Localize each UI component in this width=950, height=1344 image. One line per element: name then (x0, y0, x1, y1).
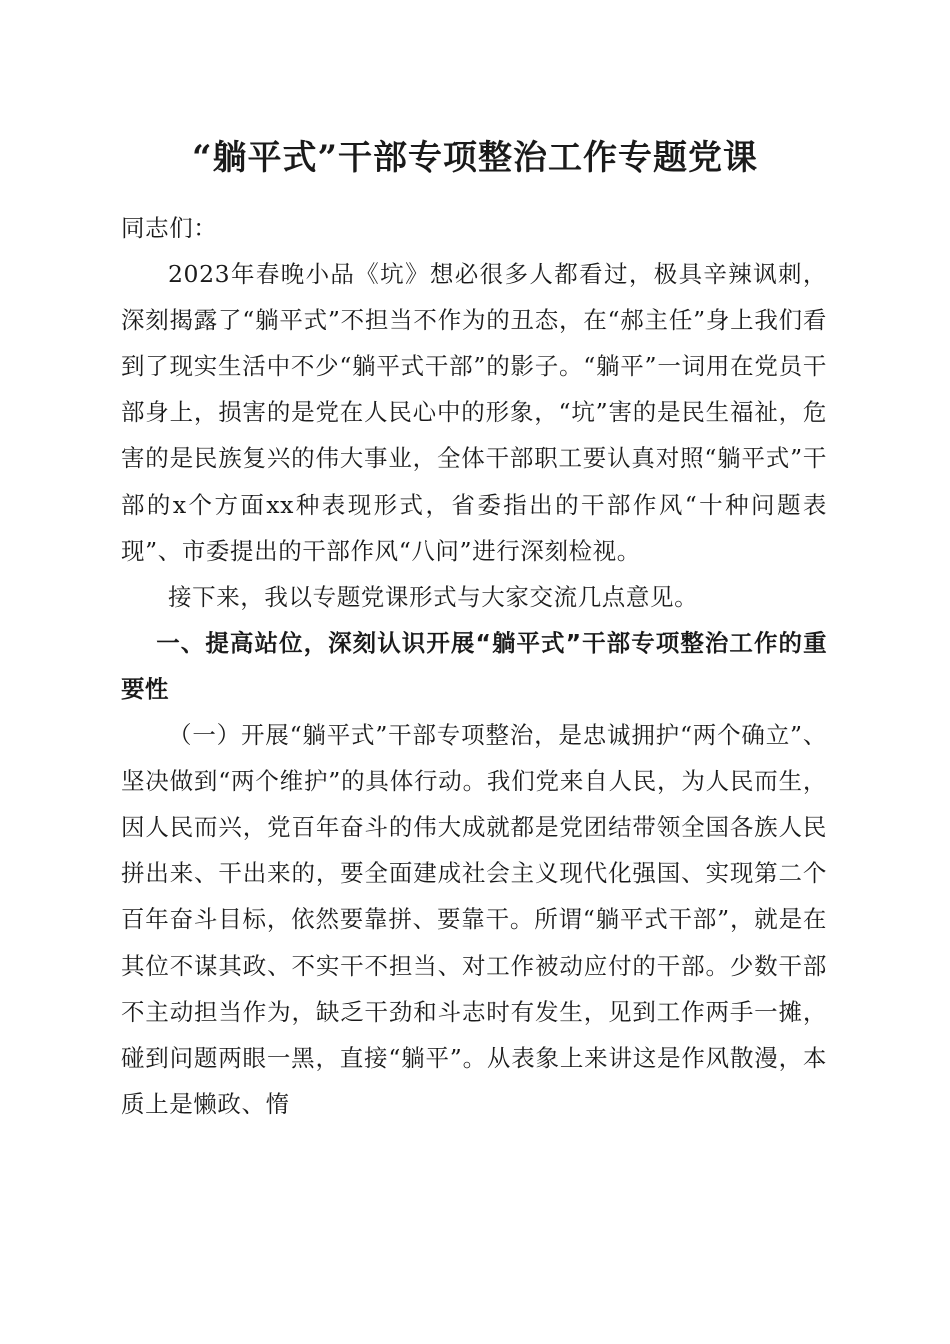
document-title: “躺平式”干部专项整治工作专题党课 (191, 138, 759, 178)
subsection-paragraph-1 (121, 712, 827, 1127)
paragraph-transition: 接下来，我以专题党课形式与大家交流几点意见。 (168, 582, 699, 611)
salutation: 同志们： (121, 214, 218, 242)
section-heading-1: 一、提高站位，深刻认识开展“躺平式”干部专项整治工作的重要性 (121, 628, 827, 703)
subsection-bold-text: 是忠诚拥护“两个确立”、坚决做到“两个维护”的具体行动。 (121, 721, 827, 796)
subsection-lead: （一）开展“躺平式”干部专项整治， (168, 721, 559, 750)
subsection-body-text: 我们党来自人民，为人民而生，因人民而兴，党百年奋斗的伟大成就都是党团结带领全国各族人民拼出来、干出来的，要全面建成社会主义现代化强国、实现第二个百年奋斗目标，依然要靠拼、要靠干。所谓“躺平式干部”，就是在其位不谋其政、不实干不担当、对工作被动应付的干部。少数干部不主动担当作为，缺乏干劲和斗志时有发生，见到工作两手一摊，碰到问题两眼一黑，直接“躺平”。从表象上来讲这是作风散漫，本质上是懒政、惰 (121, 767, 827, 1118)
paragraph-intro: 2023年春晚小品《坑》想必很多人都看过，极具辛辣讽刺，深刻揭露了“躺平式”不担当不作为的丑态，在“郝主任”身上我们看到了现实生活中不少“躺平式干部”的影子。“躺平”一词用在党员干部身上，损害的是党在人民心中的形象，“坑”害的是民生福祉，危害的是民族复兴的伟大事业，全体干部职工要认真对照“躺平式”干部的x个方面xx种表现形式，省委指出的干部作风“十种问题表现”、市委提出的干部作风“八问”进行深刻检视。 (121, 260, 827, 565)
document-body (121, 205, 827, 1127)
